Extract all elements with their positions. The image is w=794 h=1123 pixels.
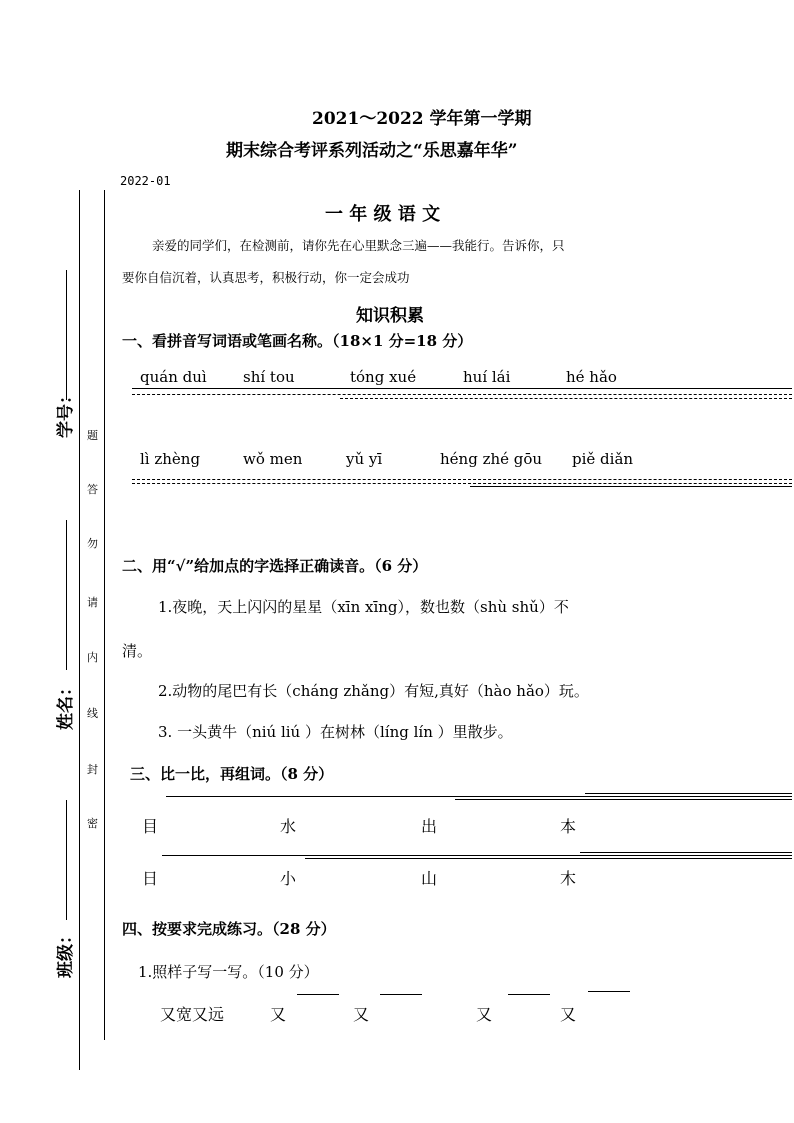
- q4-sub1: 1.照样子写一写。（10 分）: [138, 963, 319, 981]
- q3-row1-line-a: [166, 796, 792, 797]
- q2-sentence-3: 3. 一头黄牛（niú liú ）在树林（líng lín ）里散步。: [158, 723, 513, 741]
- pinyin-row2-underline: [470, 486, 792, 487]
- student-class-line: [66, 800, 67, 920]
- q4-char-3: 又: [476, 1005, 493, 1024]
- pinyin-2: shí tou: [243, 368, 295, 386]
- seal-char-6: 线: [87, 707, 98, 720]
- q4-blank-3: [508, 994, 550, 995]
- seal-char-8: 密: [87, 817, 98, 830]
- exam-date: 2022-01: [120, 174, 171, 188]
- pinyin-row2-writing-line-a: [132, 479, 792, 480]
- q4-char-4: 又: [560, 1005, 577, 1024]
- pinyin-8: yǔ yī: [346, 450, 383, 468]
- pinyin-row1-writing-line-a: [132, 394, 792, 395]
- q3-row2-line-a: [162, 855, 792, 856]
- q1-title: 一、看拼音写词语或笔画名称。（18×1 分=18 分）: [122, 332, 473, 350]
- q3-row2-line-c: [580, 852, 792, 853]
- pinyin-5: hé hǎo: [566, 368, 617, 386]
- q3-row1-line-c: [585, 793, 792, 794]
- seal-char-2: 答: [87, 483, 98, 496]
- student-name-line: [66, 520, 67, 670]
- q3-char-5: 日: [142, 869, 159, 888]
- student-class-label: 班级：: [56, 927, 76, 978]
- intro-line-2: 要你自信沉着，认真思考，积极行动，你一定会成功: [122, 270, 410, 285]
- pinyin-3: tóng xué: [350, 368, 417, 386]
- q2-sentence-1b: 清。: [122, 642, 153, 660]
- exam-title-line1: 2021～2022 学年第一学期: [312, 109, 532, 129]
- q3-char-6: 小: [280, 869, 297, 888]
- q3-char-1: 目: [142, 817, 159, 836]
- seal-char-1: 题: [87, 429, 98, 442]
- q2-title: 二、用“√”给加点的字选择正确读音。（6 分）: [122, 557, 428, 575]
- q3-char-8: 木: [560, 869, 577, 888]
- q4-blank-4: [588, 991, 630, 992]
- pinyin-1: quán duì: [140, 368, 207, 386]
- q4-blank-2: [380, 994, 422, 995]
- binding-line-outer: [79, 190, 80, 1070]
- pinyin-row1-writing-line-b: [340, 398, 792, 399]
- q4-blank-1: [297, 994, 339, 995]
- intro-line-1: 亲爱的同学们，在检测前，请你先在心里默念三遍——我能行。告诉你，只: [152, 238, 565, 253]
- q3-char-7: 山: [421, 869, 438, 888]
- q3-row2-line-b: [305, 858, 792, 859]
- pinyin-row2-writing-line-b: [132, 483, 792, 484]
- q4-char-2: 又: [353, 1005, 370, 1024]
- seal-char-5: 内: [87, 651, 98, 664]
- pinyin-7: wǒ men: [243, 450, 303, 468]
- student-id-label: 学号：: [56, 387, 76, 438]
- q3-char-4: 本: [560, 817, 577, 836]
- pinyin-10: piě diǎn: [572, 450, 634, 468]
- section-title: 知识积累: [356, 306, 424, 326]
- subject-title: 一 年 级 语 文: [325, 204, 441, 225]
- q2-sentence-1a: 1.夜晚，天上闪闪的星星（xīn xīng），数也数（shù shǔ）不: [158, 598, 569, 616]
- pinyin-row1-underline: [132, 388, 792, 389]
- seal-char-3: 勿: [87, 537, 98, 550]
- pinyin-9: héng zhé gōu: [440, 450, 543, 468]
- student-name-label: 姓名：: [56, 679, 76, 730]
- q4-example: 又宽又远: [160, 1005, 225, 1024]
- seal-char-4: 请: [87, 596, 98, 609]
- pinyin-4: huí lái: [463, 368, 511, 386]
- q2-sentence-2: 2.动物的尾巴有长（cháng zhǎng）有短,真好（hào hǎo）玩。: [158, 682, 589, 700]
- q4-char-1: 又: [270, 1005, 287, 1024]
- q3-title: 三、比一比，再组词。（8 分）: [130, 765, 334, 783]
- pinyin-6: lì zhèng: [140, 450, 201, 468]
- seal-char-7: 封: [87, 763, 98, 776]
- q3-char-3: 出: [421, 817, 438, 836]
- exam-title-line2: 期末综合考评系列活动之“乐思嘉年华”: [226, 141, 518, 161]
- q3-char-2: 水: [280, 817, 297, 836]
- q4-title: 四、按要求完成练习。（28 分）: [122, 920, 336, 938]
- binding-line-inner: [104, 190, 105, 1040]
- q3-row1-line-b: [455, 799, 792, 800]
- student-id-line: [66, 270, 67, 400]
